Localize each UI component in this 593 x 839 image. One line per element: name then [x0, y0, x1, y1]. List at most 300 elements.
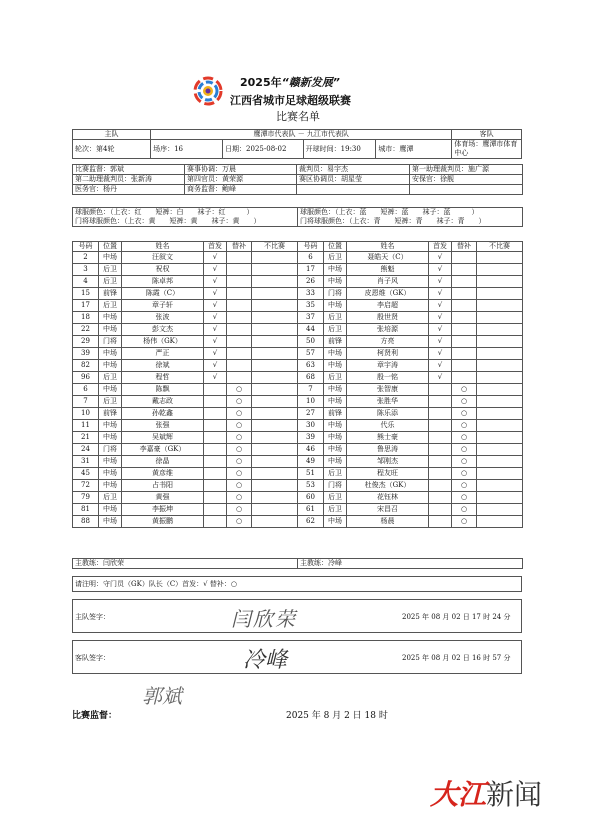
not-playing-mark: [477, 456, 523, 468]
sub-mark: [227, 300, 252, 312]
not-playing-mark: [477, 468, 523, 480]
player-name: 李振坤: [122, 504, 204, 516]
player-position: 中场: [99, 456, 122, 468]
player-position: 中场: [99, 312, 122, 324]
player-position: 后卫: [324, 492, 347, 504]
league-name: 江西省城市足球超级联赛: [230, 94, 351, 107]
player-number: 30: [298, 420, 324, 432]
not-playing-mark: [252, 456, 298, 468]
sub-mark: ○: [227, 396, 252, 408]
player-position: 后卫: [99, 396, 122, 408]
teams-matchup: 鹰潭市代表队 － 九江市代表队: [151, 130, 452, 140]
away-roster-row: [298, 420, 523, 432]
player-position: 中场: [324, 264, 347, 276]
starter-mark: √: [204, 312, 227, 324]
player-position: 中场: [99, 384, 122, 396]
starter-mark: √: [204, 264, 227, 276]
away-col-header: 不比赛: [477, 242, 523, 252]
official-ar2: 第二助理裁判员：张新涛: [73, 175, 185, 185]
player-position: 中场: [324, 396, 347, 408]
away-col-header: 位置: [324, 242, 347, 252]
starter-mark: √: [429, 264, 452, 276]
player-number: 96: [73, 372, 99, 384]
player-position: 后卫: [324, 312, 347, 324]
player-position: 中场: [99, 516, 122, 528]
player-number: 27: [298, 408, 324, 420]
player-number: 26: [298, 276, 324, 288]
home-roster-row: [73, 324, 298, 336]
player-name: 殷一铭: [347, 372, 429, 384]
starter-mark: √: [429, 372, 452, 384]
not-playing-mark: [477, 300, 523, 312]
starter-mark: [429, 384, 452, 396]
starter-mark: √: [429, 324, 452, 336]
sub-mark: ○: [227, 444, 252, 456]
sub-mark: ○: [452, 408, 477, 420]
away-roster-row: [298, 312, 523, 324]
player-position: 后卫: [99, 276, 122, 288]
away-roster-row: [298, 480, 523, 492]
watermark-brand-dark: 新闻: [486, 778, 543, 811]
player-name: 代乐: [347, 420, 429, 432]
player-position: 门将: [324, 480, 347, 492]
home-roster-row: [73, 336, 298, 348]
away-roster-row: [298, 408, 523, 420]
home-col-header: 位置: [99, 242, 122, 252]
player-position: 中场: [99, 432, 122, 444]
starter-mark: [204, 504, 227, 516]
official-referee: 裁判员：易宇杰: [297, 165, 410, 175]
away-roster-row: [298, 372, 523, 384]
starter-mark: [204, 432, 227, 444]
sub-mark: [452, 288, 477, 300]
league-logo: [193, 76, 223, 106]
home-roster-row: [73, 288, 298, 300]
starter-mark: √: [204, 360, 227, 372]
player-name: 程哲: [122, 372, 204, 384]
not-playing-mark: [252, 396, 298, 408]
player-number: 17: [298, 264, 324, 276]
player-name: 聂皓天（C）: [347, 252, 429, 264]
not-playing-mark: [477, 432, 523, 444]
player-name: 章宇涛: [347, 360, 429, 372]
player-number: 22: [73, 324, 99, 336]
not-playing-mark: [477, 384, 523, 396]
sub-mark: ○: [452, 504, 477, 516]
home-roster-table: [72, 241, 298, 528]
not-playing-mark: [477, 360, 523, 372]
sub-mark: [452, 276, 477, 288]
away-player-kit: 球服颜色：（上衣：蓝 短裤：蓝 袜子：蓝 ）: [300, 208, 479, 216]
away-roster-row: [298, 516, 523, 528]
player-position: 中场: [99, 324, 122, 336]
player-position: 门将: [324, 288, 347, 300]
starter-mark: √: [429, 312, 452, 324]
official-ar1: 第一助理裁判员：施广源: [410, 165, 523, 175]
home-gk-kit: 门将球服颜色：（上衣：黄 短裤：黄 袜子：黄 ）: [75, 217, 261, 225]
sub-mark: [452, 348, 477, 360]
home-roster-row: [73, 384, 298, 396]
player-name: 张智康: [347, 384, 429, 396]
not-playing-mark: [477, 516, 523, 528]
away-roster-row: [298, 324, 523, 336]
not-playing-mark: [252, 444, 298, 456]
player-number: 68: [298, 372, 324, 384]
player-name: 邹刚杰: [347, 456, 429, 468]
player-name: 程友旺: [347, 468, 429, 480]
player-number: 44: [298, 324, 324, 336]
sub-mark: ○: [452, 396, 477, 408]
home-signature: 闫欣荣: [231, 607, 297, 631]
sub-mark: [227, 276, 252, 288]
away-roster-row: [298, 348, 523, 360]
player-position: 前锋: [324, 336, 347, 348]
player-number: 60: [298, 492, 324, 504]
starter-mark: √: [204, 276, 227, 288]
home-roster-row: [73, 432, 298, 444]
not-playing-mark: [477, 372, 523, 384]
home-roster-header: [73, 242, 298, 252]
sub-mark: [227, 312, 252, 324]
player-position: 中场: [99, 252, 122, 264]
player-number: 6: [73, 384, 99, 396]
player-name: 宋昌召: [347, 504, 429, 516]
player-number: 79: [73, 492, 99, 504]
starter-mark: √: [204, 288, 227, 300]
away-roster-row: [298, 432, 523, 444]
starter-mark: [429, 516, 452, 528]
away-col-header: 替补: [452, 242, 477, 252]
player-number: 21: [73, 432, 99, 444]
not-playing-mark: [252, 516, 298, 528]
legend-note: 请注明：守门员（GK）队长（C）首发：√ 替补：○: [72, 576, 522, 592]
not-playing-mark: [252, 324, 298, 336]
player-position: 中场: [324, 276, 347, 288]
not-playing-mark: [252, 312, 298, 324]
official-fourth: 第四官员：黄荣源: [185, 175, 297, 185]
home-roster-row: [73, 252, 298, 264]
player-number: 15: [73, 288, 99, 300]
player-position: 中场: [324, 348, 347, 360]
player-number: 39: [73, 348, 99, 360]
player-number: 7: [73, 396, 99, 408]
official-security: 安保官：徐舰: [410, 175, 523, 185]
player-number: 81: [73, 504, 99, 516]
player-name: 花钰林: [347, 492, 429, 504]
home-signature-time: 2025 年 08 月 02 日 17 时 24 分: [402, 613, 511, 621]
away-roster-row: [298, 288, 523, 300]
player-name: 孙乾鑫: [122, 408, 204, 420]
starter-mark: √: [429, 252, 452, 264]
kickoff-time: 开球时间：19:30: [303, 140, 376, 159]
player-name: 陈霞（C）: [122, 288, 204, 300]
player-number: 50: [298, 336, 324, 348]
starter-mark: √: [429, 360, 452, 372]
player-name: 徐晶: [122, 456, 204, 468]
sub-mark: ○: [452, 444, 477, 456]
home-roster-row: [73, 348, 298, 360]
home-roster-row: [73, 408, 298, 420]
sub-mark: [227, 372, 252, 384]
sub-mark: ○: [227, 384, 252, 396]
starter-mark: [429, 468, 452, 480]
player-position: 后卫: [99, 372, 122, 384]
sub-mark: ○: [452, 516, 477, 528]
away-label: 客队: [452, 130, 522, 140]
starter-mark: √: [429, 336, 452, 348]
player-position: 前锋: [324, 408, 347, 420]
sub-mark: [452, 252, 477, 264]
player-name: 熊魁: [347, 264, 429, 276]
sub-mark: ○: [452, 480, 477, 492]
sub-mark: [452, 360, 477, 372]
away-signature-label: 客队签字：: [75, 654, 110, 662]
player-position: 后卫: [99, 300, 122, 312]
not-playing-mark: [477, 348, 523, 360]
city: 城市：鹰潭: [376, 140, 452, 159]
starter-mark: [204, 480, 227, 492]
away-gk-kit: 门将球服颜色：（上衣：青 短裤：青 袜子：青 ）: [300, 217, 486, 225]
player-name: 陈卓邦: [122, 276, 204, 288]
starter-mark: [429, 480, 452, 492]
home-roster-row: [73, 492, 298, 504]
not-playing-mark: [477, 324, 523, 336]
sub-mark: [227, 252, 252, 264]
not-playing-mark: [252, 276, 298, 288]
player-position: 中场: [324, 300, 347, 312]
not-playing-mark: [252, 288, 298, 300]
player-position: 中场: [324, 384, 347, 396]
starter-mark: √: [204, 348, 227, 360]
player-position: 中场: [324, 444, 347, 456]
sub-mark: [452, 372, 477, 384]
home-label: 主队: [73, 130, 151, 140]
player-position: 后卫: [99, 264, 122, 276]
starter-mark: [204, 444, 227, 456]
player-position: 后卫: [324, 252, 347, 264]
venue: 体育场：鹰潭市体育中心: [452, 140, 522, 159]
sub-mark: ○: [227, 504, 252, 516]
home-roster-row: [73, 456, 298, 468]
starter-mark: √: [429, 276, 452, 288]
official-venue-coordinator: 赛区协调员：胡星莹: [297, 175, 410, 185]
player-number: 10: [73, 408, 99, 420]
official-medical: 医务官：杨丹: [73, 185, 185, 195]
home-col-header: 首发: [204, 242, 227, 252]
away-roster-row: [298, 384, 523, 396]
not-playing-mark: [252, 264, 298, 276]
player-position: 门将: [99, 444, 122, 456]
player-name: 徐斌: [122, 360, 204, 372]
player-number: 17: [73, 300, 99, 312]
sub-mark: ○: [227, 420, 252, 432]
home-roster-row: [73, 444, 298, 456]
player-number: 72: [73, 480, 99, 492]
player-name: 皮恩维（GK）: [347, 288, 429, 300]
player-number: 61: [298, 504, 324, 516]
starter-mark: √: [204, 300, 227, 312]
not-playing-mark: [477, 444, 523, 456]
player-name: 黄强: [122, 492, 204, 504]
away-col-header: 首发: [429, 242, 452, 252]
sub-mark: [452, 300, 477, 312]
title-quote: “赣新发展”: [281, 76, 340, 89]
sub-mark: ○: [452, 468, 477, 480]
player-position: 前锋: [99, 288, 122, 300]
player-name: 汪叙文: [122, 252, 204, 264]
official-coordinator: 赛事协调：万晨: [185, 165, 297, 175]
player-number: 49: [298, 456, 324, 468]
starter-mark: [204, 420, 227, 432]
officials-table: [72, 164, 523, 195]
player-name: 黄振鹏: [122, 516, 204, 528]
player-number: 51: [298, 468, 324, 480]
player-name: 殷世贤: [347, 312, 429, 324]
home-coach: 主教练：闫欣荣: [73, 559, 298, 569]
away-kit-colors: [298, 208, 523, 227]
not-playing-mark: [252, 468, 298, 480]
sub-mark: ○: [227, 456, 252, 468]
player-name: 肖子风: [347, 276, 429, 288]
away-roster-row: [298, 456, 523, 468]
player-name: 张强: [122, 420, 204, 432]
not-playing-mark: [477, 420, 523, 432]
player-name: 方亮: [347, 336, 429, 348]
home-signature-box: [72, 599, 522, 633]
away-signature-box: [72, 640, 522, 674]
away-roster-row: [298, 264, 523, 276]
not-playing-mark: [252, 420, 298, 432]
starter-mark: √: [429, 288, 452, 300]
player-name: 杜俊杰（GK）: [347, 480, 429, 492]
league-logo-icon: [193, 76, 223, 106]
coaches-table: [72, 558, 523, 569]
away-roster-table: [297, 241, 523, 528]
round: 轮次：第4轮: [73, 140, 151, 159]
sub-mark: ○: [452, 384, 477, 396]
home-roster-row: [73, 480, 298, 492]
starter-mark: [429, 492, 452, 504]
not-playing-mark: [477, 276, 523, 288]
starter-mark: [204, 408, 227, 420]
not-playing-mark: [477, 312, 523, 324]
player-name: 杨晨: [347, 516, 429, 528]
kit-colors-table: [72, 207, 523, 227]
official-supervisor: 比赛监督：郭斌: [73, 165, 185, 175]
player-position: 中场: [324, 456, 347, 468]
home-signature-label: 主队签字：: [75, 613, 110, 621]
not-playing-mark: [252, 504, 298, 516]
player-number: 29: [73, 336, 99, 348]
sub-mark: [452, 264, 477, 276]
starter-mark: [429, 456, 452, 468]
starter-mark: [204, 384, 227, 396]
starter-mark: [429, 504, 452, 516]
not-playing-mark: [252, 348, 298, 360]
official-commercial: 商务监督：鲍峰: [185, 185, 297, 195]
not-playing-mark: [477, 264, 523, 276]
home-roster-row: [73, 396, 298, 408]
player-number: 11: [73, 420, 99, 432]
player-name: 张胜华: [347, 396, 429, 408]
player-position: 中场: [324, 432, 347, 444]
not-playing-mark: [252, 480, 298, 492]
player-number: 2: [73, 252, 99, 264]
sub-mark: [227, 360, 252, 372]
starter-mark: √: [204, 252, 227, 264]
player-position: 中场: [99, 348, 122, 360]
player-number: 62: [298, 516, 324, 528]
player-number: 7: [298, 384, 324, 396]
starter-mark: [429, 396, 452, 408]
sub-mark: ○: [452, 456, 477, 468]
home-col-header: 替补: [227, 242, 252, 252]
away-coach: 主教练：冷峰: [298, 559, 523, 569]
not-playing-mark: [252, 408, 298, 420]
starter-mark: [204, 456, 227, 468]
player-number: 18: [73, 312, 99, 324]
sub-mark: ○: [227, 468, 252, 480]
match-no: 场序：16: [151, 140, 223, 159]
home-roster-row: [73, 372, 298, 384]
player-number: 3: [73, 264, 99, 276]
starter-mark: √: [429, 300, 452, 312]
sub-mark: ○: [452, 492, 477, 504]
player-name: 张波: [122, 312, 204, 324]
starter-mark: √: [429, 348, 452, 360]
starter-mark: [204, 396, 227, 408]
away-roster-row: [298, 276, 523, 288]
title-year: 2025年: [240, 76, 282, 89]
player-number: 57: [298, 348, 324, 360]
home-roster-row: [73, 312, 298, 324]
player-position: 后卫: [324, 504, 347, 516]
home-roster-row: [73, 420, 298, 432]
away-roster-row: [298, 504, 523, 516]
not-playing-mark: [477, 336, 523, 348]
away-roster-row: [298, 492, 523, 504]
player-name: 占书阳: [122, 480, 204, 492]
sub-mark: [227, 348, 252, 360]
player-name: 鲁思涛: [347, 444, 429, 456]
player-name: 戴志政: [122, 396, 204, 408]
sub-mark: [227, 324, 252, 336]
starter-mark: [429, 432, 452, 444]
player-name: 严正: [122, 348, 204, 360]
supervisor-label: 比赛监督：: [72, 711, 118, 721]
starter-mark: [204, 468, 227, 480]
player-name: 柯贤利: [347, 348, 429, 360]
not-playing-mark: [252, 432, 298, 444]
player-number: 33: [298, 288, 324, 300]
sub-mark: ○: [452, 420, 477, 432]
player-name: 祝权: [122, 264, 204, 276]
player-number: 35: [298, 300, 324, 312]
match-info-table: [72, 129, 522, 159]
player-position: 后卫: [99, 492, 122, 504]
away-roster-row: [298, 252, 523, 264]
player-number: 31: [73, 456, 99, 468]
starter-mark: [204, 516, 227, 528]
away-roster-row: [298, 360, 523, 372]
home-roster-row: [73, 468, 298, 480]
sub-mark: ○: [452, 432, 477, 444]
sub-mark: ○: [227, 516, 252, 528]
player-name: 陈乐添: [347, 408, 429, 420]
away-signature: 冷峰: [243, 648, 288, 673]
player-number: 45: [73, 468, 99, 480]
player-name: 陈飘: [122, 384, 204, 396]
